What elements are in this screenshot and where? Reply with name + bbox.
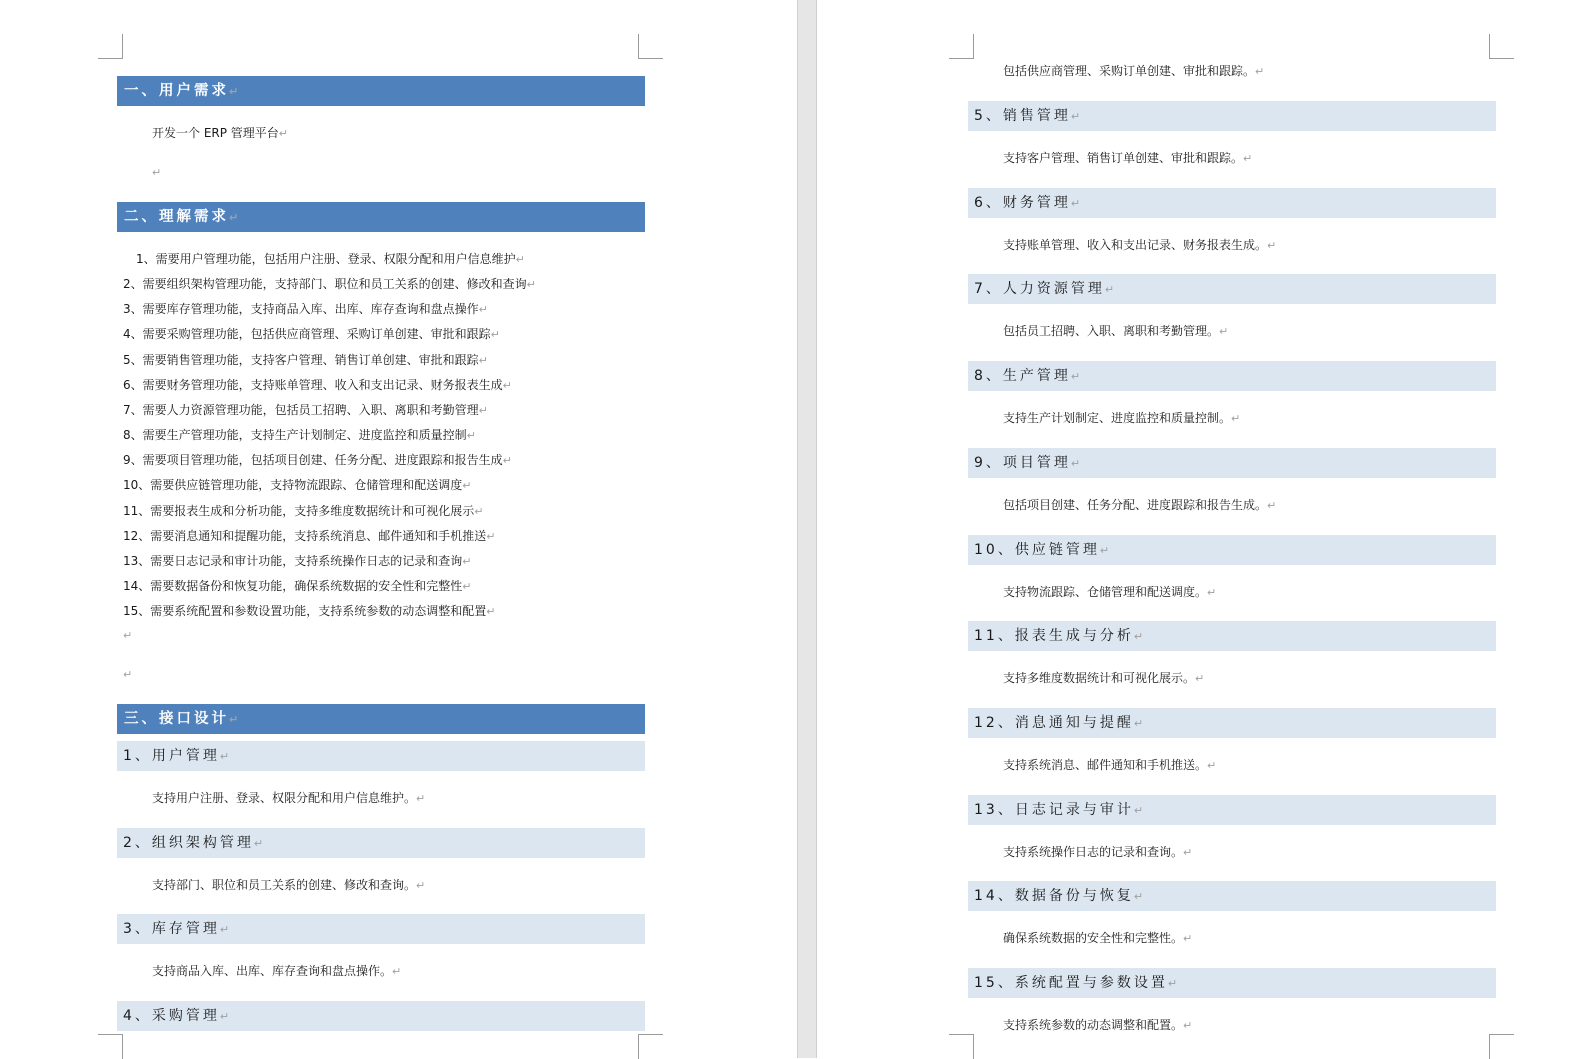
subsection-body[interactable]: 支持系统消息、邮件通知和手机推送。↵ bbox=[1003, 757, 1217, 772]
crop-mark bbox=[1489, 34, 1514, 59]
requirement-item[interactable]: 6、需要财务管理功能，支持账单管理、收入和支出记录、财务报表生成↵ bbox=[123, 377, 512, 392]
subsection-body[interactable]: 包括项目创建、任务分配、进度跟踪和报告生成。↵ bbox=[1003, 497, 1277, 512]
paragraph-mark: ↵ bbox=[1070, 110, 1084, 123]
paragraph-mark: ↵ bbox=[219, 750, 233, 763]
paragraph-mark: ↵ bbox=[392, 965, 402, 979]
paragraph-mark: ↵ bbox=[1133, 890, 1147, 904]
subsection-heading[interactable]: 15、系统配置与参数设置↵ bbox=[968, 968, 1496, 998]
paragraph-mark: ↵ bbox=[1099, 543, 1113, 557]
paragraph-mark: ↵ bbox=[1183, 932, 1193, 946]
paragraph-mark: ↵ bbox=[1104, 283, 1118, 297]
paragraph-mark: ↵ bbox=[1070, 196, 1084, 210]
heading-understand-requirements[interactable]: 二、理解需求↵ bbox=[117, 202, 645, 232]
crop-mark bbox=[638, 1034, 663, 1059]
requirement-item[interactable]: 1、需要用户管理功能，包括用户注册、登录、权限分配和用户信息维护↵ bbox=[136, 252, 525, 266]
requirement-item[interactable]: 9、需要项目管理功能，包括项目创建、任务分配、进度跟踪和报告生成↵ bbox=[123, 453, 512, 468]
requirement-item[interactable]: 11、需要报表生成和分析功能，支持多维度数据统计和可视化展示↵ bbox=[123, 503, 484, 518]
crop-mark bbox=[1489, 1034, 1514, 1059]
paragraph-mark: ↵ bbox=[478, 353, 488, 367]
paragraph-mark: ↵ bbox=[1219, 325, 1229, 339]
paragraph-mark: ↵ bbox=[1070, 370, 1084, 384]
subsection-body[interactable]: 包括供应商管理、采购订单创建、审批和跟踪。↵ bbox=[1003, 64, 1265, 78]
heading-interface-design[interactable]: 三、接口设计↵ bbox=[117, 704, 645, 734]
requirement-item[interactable]: 4、需要采购管理功能，包括供应商管理、采购订单创建、审批和跟踪↵ bbox=[123, 327, 500, 342]
subsection-body[interactable]: 支持部门、职位和员工关系的创建、修改和查询。↵ bbox=[152, 877, 426, 892]
subsection-body[interactable]: 支持商品入库、出库、库存查询和盘点操作。↵ bbox=[152, 964, 402, 979]
subsection-heading[interactable]: 7、人力资源管理↵ bbox=[968, 274, 1496, 304]
subsection-heading[interactable]: 4、采购管理↵ bbox=[117, 1001, 645, 1031]
paragraph-mark: ↵ bbox=[416, 792, 426, 805]
subsection-heading[interactable]: 3、库存管理↵ bbox=[117, 914, 645, 944]
requirement-item[interactable]: 14、需要数据备份和恢复功能，确保系统数据的安全性和完整性↵ bbox=[123, 579, 472, 593]
paragraph-mark: ↵ bbox=[526, 278, 536, 292]
crop-mark bbox=[949, 34, 974, 59]
requirement-item[interactable]: 7、需要人力资源管理功能，包括员工招聘、入职、离职和考勤管理↵ bbox=[123, 402, 488, 417]
subsection-heading[interactable]: 2、组织架构管理↵ bbox=[117, 828, 645, 858]
requirement-item[interactable]: 8、需要生产管理功能，支持生产计划制定、进度监控和质量控制↵ bbox=[123, 428, 476, 442]
paragraph-mark: ↵ bbox=[486, 605, 496, 619]
paragraph-mark: ↵ bbox=[253, 836, 267, 850]
subsection-heading[interactable]: 6、财务管理↵ bbox=[968, 188, 1496, 218]
paragraph-mark: ↵ bbox=[466, 429, 476, 442]
paragraph-mark: ↵ bbox=[486, 529, 496, 543]
paragraph-mark: ↵ bbox=[1207, 585, 1217, 599]
paragraph-mark: ↵ bbox=[152, 166, 162, 179]
subsection-heading[interactable]: 8、生产管理↵ bbox=[968, 361, 1496, 391]
crop-mark bbox=[98, 34, 123, 59]
subsection-body[interactable]: 包括员工招聘、入职、离职和考勤管理。↵ bbox=[1003, 324, 1229, 339]
paragraph-mark: ↵ bbox=[1243, 152, 1253, 165]
paragraph-mark: ↵ bbox=[462, 580, 472, 593]
subsection-body[interactable]: 支持系统参数的动态调整和配置。↵ bbox=[1003, 1018, 1193, 1032]
requirement-item[interactable]: 13、需要日志记录和审计功能，支持系统操作日志的记录和查询↵ bbox=[123, 553, 472, 568]
paragraph-mark: ↵ bbox=[1133, 803, 1147, 817]
subsection-heading[interactable]: 10、供应链管理↵ bbox=[968, 535, 1496, 565]
requirement-item[interactable]: 2、需要组织架构管理功能，支持部门、职位和员工关系的创建、修改和查询↵ bbox=[123, 277, 536, 292]
subsection-heading[interactable]: 14、数据备份与恢复↵ bbox=[968, 881, 1496, 911]
subsection-body[interactable]: 支持用户注册、登录、权限分配和用户信息维护。↵ bbox=[152, 791, 426, 805]
subsection-body[interactable]: 支持多维度数据统计和可视化展示。↵ bbox=[1003, 671, 1205, 686]
paragraph-mark: ↵ bbox=[1267, 498, 1277, 512]
subsection-body[interactable]: 确保系统数据的安全性和完整性。↵ bbox=[1003, 931, 1193, 946]
paragraph-mark: ↵ bbox=[462, 554, 472, 568]
subsection-heading[interactable]: 1、用户管理↵ bbox=[117, 741, 645, 771]
paragraph-mark: ↵ bbox=[462, 479, 472, 493]
paragraph-mark: ↵ bbox=[1255, 65, 1265, 78]
crop-mark bbox=[638, 34, 663, 59]
paragraph-mark: ↵ bbox=[1267, 238, 1277, 252]
paragraph-mark: ↵ bbox=[1070, 456, 1084, 470]
paragraph-mark: ↵ bbox=[478, 303, 488, 317]
document-page-right bbox=[817, 0, 1571, 1058]
subsection-heading[interactable]: 12、消息通知与提醒↵ bbox=[968, 708, 1496, 738]
page-gap bbox=[797, 0, 817, 1058]
paragraph-mark: ↵ bbox=[515, 253, 525, 266]
requirement-item[interactable]: 15、需要系统配置和参数设置功能，支持系统参数的动态调整和配置↵ bbox=[123, 604, 496, 619]
requirement-item[interactable]: 3、需要库存管理功能，支持商品入库、出库、库存查询和盘点操作↵ bbox=[123, 302, 488, 317]
paragraph-mark: ↵ bbox=[416, 878, 426, 892]
crop-mark bbox=[949, 1034, 974, 1059]
subsection-heading[interactable]: 5、销售管理↵ bbox=[968, 101, 1496, 131]
requirement-item[interactable]: 10、需要供应链管理功能，支持物流跟踪、仓储管理和配送调度↵ bbox=[123, 478, 472, 493]
subsection-heading[interactable]: 13、日志记录与审计↵ bbox=[968, 795, 1496, 825]
crop-mark bbox=[98, 1034, 123, 1059]
paragraph-user-requirement[interactable]: 开发一个 ERP 管理平台↵ bbox=[152, 126, 289, 140]
paragraph-mark: ↵ bbox=[1231, 412, 1241, 426]
paragraph-mark: ↵ bbox=[123, 629, 133, 642]
paragraph-mark: ↵ bbox=[502, 454, 512, 468]
requirement-item[interactable]: 12、需要消息通知和提醒功能，支持系统消息、邮件通知和手机推送↵ bbox=[123, 528, 496, 543]
subsection-heading[interactable]: 11、报表生成与分析↵ bbox=[968, 621, 1496, 651]
subsection-heading[interactable]: 9、项目管理↵ bbox=[968, 448, 1496, 478]
paragraph-mark: ↵ bbox=[1207, 758, 1217, 772]
subsection-body[interactable]: 支持物流跟踪、仓储管理和配送调度。↵ bbox=[1003, 584, 1217, 599]
heading-user-requirements[interactable]: 一、用户需求↵ bbox=[117, 76, 645, 106]
paragraph-mark: ↵ bbox=[1133, 716, 1147, 730]
paragraph-mark: ↵ bbox=[474, 504, 484, 518]
paragraph-mark: ↵ bbox=[219, 923, 233, 937]
subsection-body[interactable]: 支持账单管理、收入和支出记录、财务报表生成。↵ bbox=[1003, 237, 1277, 252]
paragraph-mark: ↵ bbox=[1167, 977, 1181, 990]
paragraph-mark: ↵ bbox=[1183, 845, 1193, 859]
paragraph-mark: ↵ bbox=[502, 378, 512, 392]
subsection-body[interactable]: 支持系统操作日志的记录和查询。↵ bbox=[1003, 844, 1193, 859]
subsection-body[interactable]: 支持生产计划制定、进度监控和质量控制。↵ bbox=[1003, 411, 1241, 426]
paragraph-mark: ↵ bbox=[123, 668, 133, 681]
requirement-item[interactable]: 5、需要销售管理功能，支持客户管理、销售订单创建、审批和跟踪↵ bbox=[123, 352, 488, 367]
paragraph-mark: ↵ bbox=[478, 403, 488, 417]
paragraph-mark: ↵ bbox=[219, 1010, 233, 1024]
paragraph-mark: ↵ bbox=[1195, 672, 1205, 686]
subsection-body[interactable]: 支持客户管理、销售订单创建、审批和跟踪。↵ bbox=[1003, 151, 1253, 165]
paragraph-mark: ↵ bbox=[490, 328, 500, 342]
paragraph-mark: ↵ bbox=[1133, 630, 1147, 644]
paragraph-mark: ↵ bbox=[1183, 1019, 1193, 1032]
